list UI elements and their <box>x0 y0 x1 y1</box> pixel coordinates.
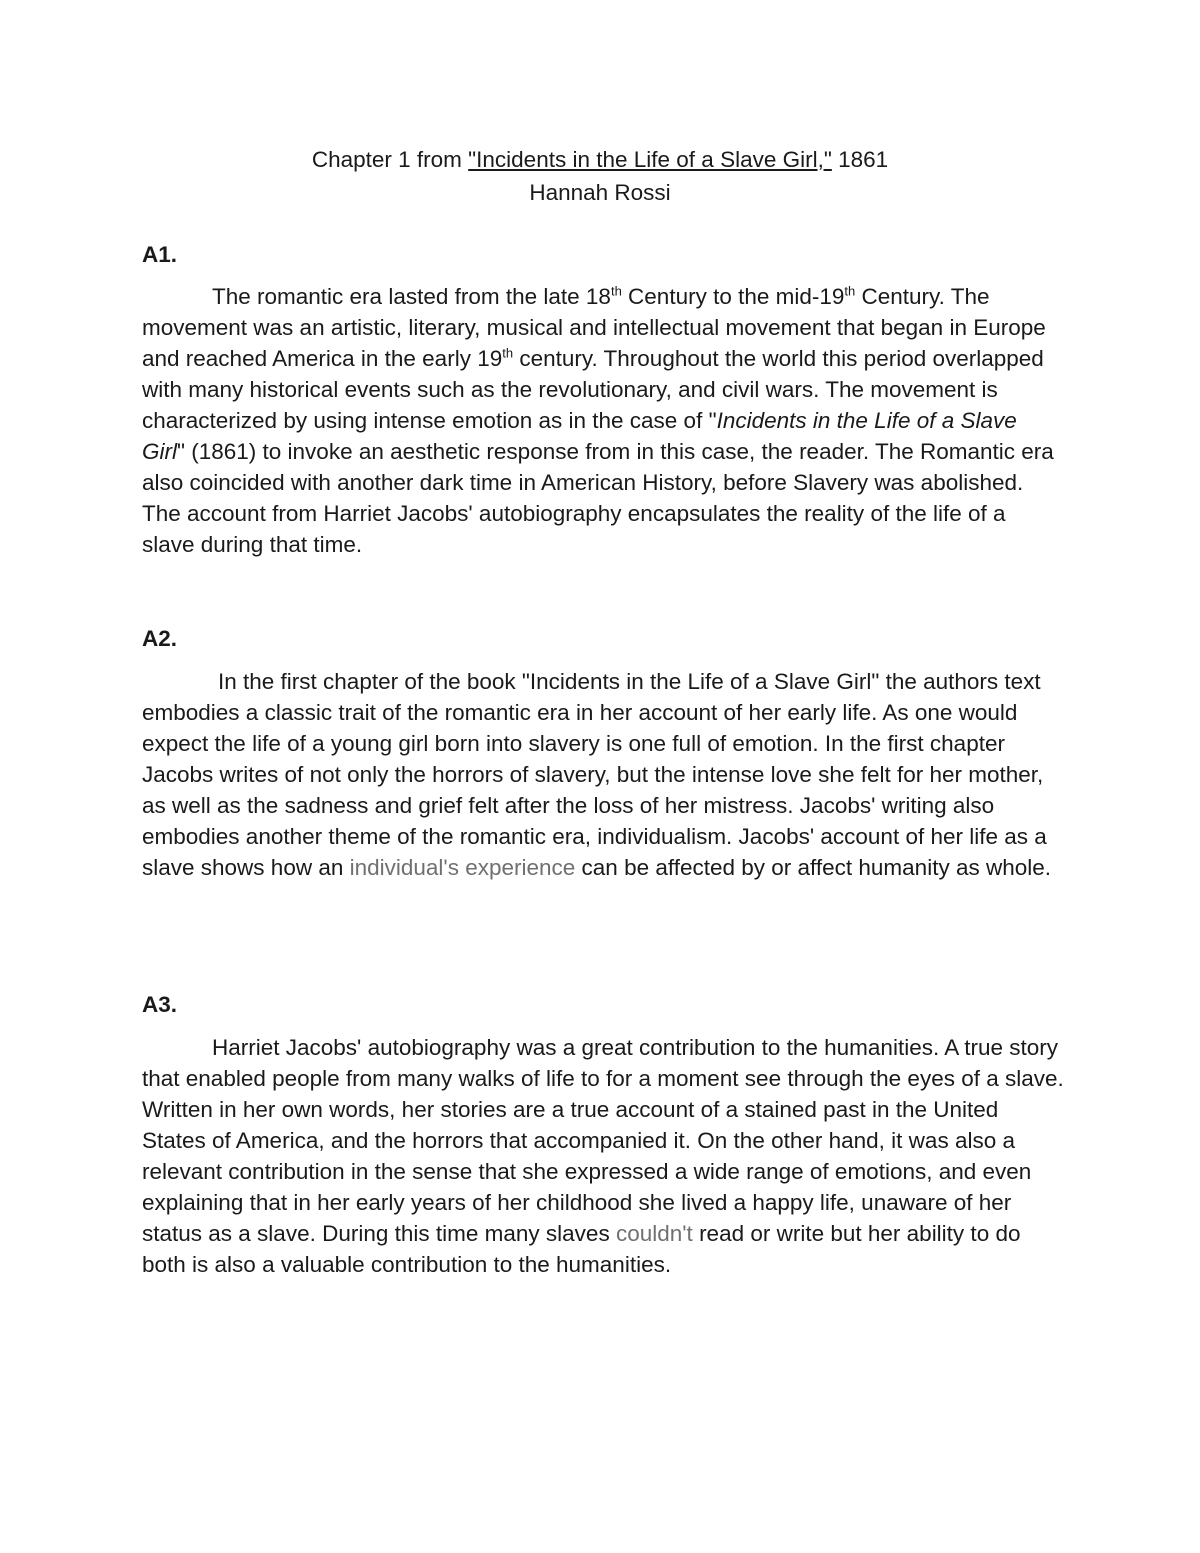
para-text: The romantic era lasted from the late 18 <box>212 284 611 309</box>
para-text: In the first chapter of the book "Incidents in the Life of a Slave Girl" the authors text embodies a classic trait of the romantic era in her account of her early life. As one would expect the life of a young girl born into slavery is one full of emotion. In the first chapter Jacobs writes of not only the horrors of slavery, but the intense love she felt for her mother, as well as the sadness and grief felt after the loss of her mistress. Jacobs' writing also embodies another theme of the romantic era, individualism. Jacobs' account of her life as a slave shows how an <box>142 669 1047 880</box>
superscript: th <box>844 283 856 299</box>
superscript: th <box>502 345 514 361</box>
para-text: Century to the mid-19 <box>621 284 845 309</box>
italic-title: Incidents in the Life of a Slave Girl <box>142 408 1017 464</box>
para-text: Harriet Jacobs' autobiography was a great contribution to the humanities. A true story that enabled people from many walks of life to for a moment see through the eyes of a slave. Written in her own words, her stories are a true account of a stained past in the United States of America, and the horrors that accompanied it. On the other hand, it was also a relevant contribution in the sense that she expressed a wide range of emotions, and even explaining that in her early years of her childhood she lived a happy life, unaware of her status as a slave. During this time many slaves <box>142 1035 1064 1246</box>
paragraph-a3 <box>142 1032 1064 1280</box>
para-text: century. Throughout the world this period overlapped with many historical events such as the revolutionary, and civil wars. The movement is characterized by using intense emotion as in the case of " <box>142 346 1044 433</box>
superscript: th <box>610 283 622 299</box>
paragraph-a2 <box>142 666 1064 883</box>
title-work-link[interactable]: "Incidents in the Life of a Slave Girl," <box>468 147 832 172</box>
heading-a2: A2. <box>142 626 178 651</box>
para-text: " (1861) to invoke an aesthetic response from in this case, the reader. The Romantic era also coincided with another dark time in American History, before Slavery was abolished. The account from Harriet Jacobs' autobiography encapsulates the reality of the life of a slave during that time. <box>142 439 1054 557</box>
author-name: Hannah Rossi <box>529 180 671 205</box>
heading-a1: A1. <box>142 242 178 267</box>
heading-a3: A3. <box>142 992 178 1017</box>
para-text: can be affected by or affect humanity as whole. <box>575 855 1052 880</box>
page-title <box>0 143 1200 176</box>
gray-text: individual's experience <box>349 855 576 880</box>
title-year: 1861 <box>831 147 889 172</box>
title-prefix: Chapter 1 from <box>311 147 469 172</box>
title-block <box>0 143 1200 209</box>
para-text: read or write but her ability to do both is also a valuable contribution to the humanities. <box>142 1221 1021 1277</box>
gray-text: couldn't <box>615 1221 693 1246</box>
paragraph-a1 <box>142 281 1064 560</box>
para-text: Century. The movement was an artistic, literary, musical and intellectual movement that began in Europe and reached America in the early 19 <box>142 284 1046 371</box>
